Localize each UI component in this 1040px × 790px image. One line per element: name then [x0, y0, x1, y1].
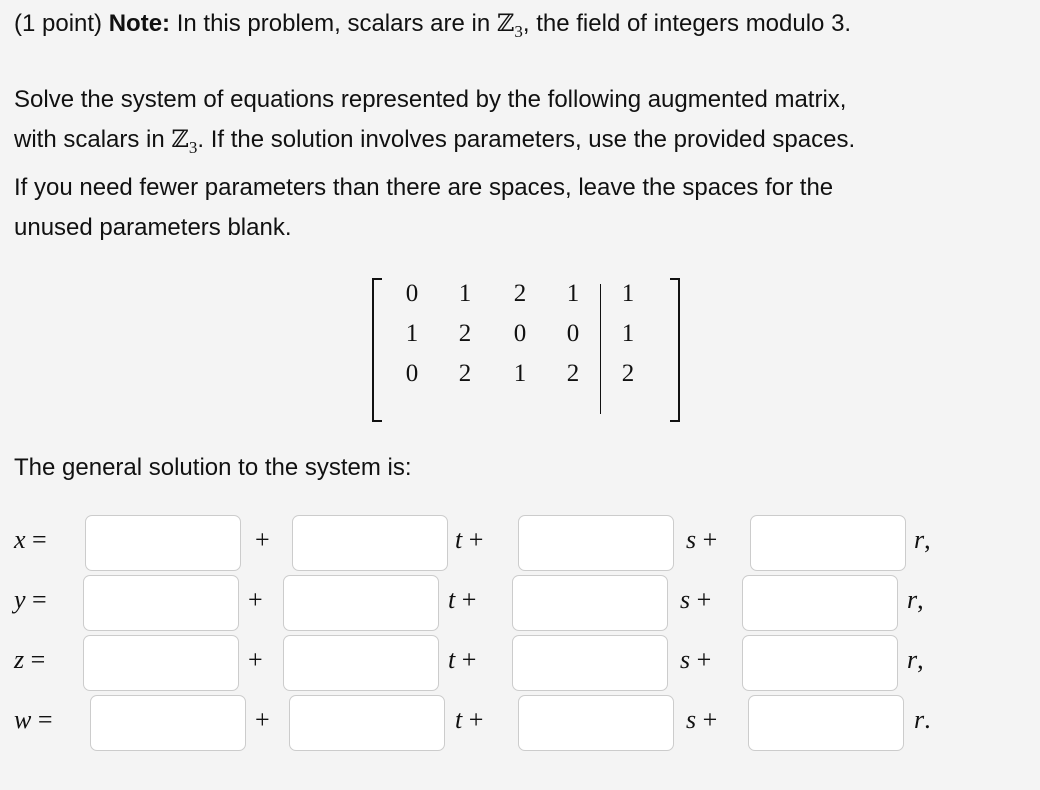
plus-sign: +: [696, 585, 712, 614]
augmented-matrix: [372, 278, 680, 420]
matrix-cell: 2: [458, 360, 472, 387]
matrix-cell: 1: [621, 320, 635, 347]
plus-sign: +: [248, 645, 263, 674]
param-s: s: [680, 585, 691, 614]
s-term: [686, 705, 717, 735]
matrix-cell: 1: [621, 280, 635, 307]
x-s-coefficient-input[interactable]: [518, 515, 674, 571]
variable-name: w: [14, 705, 32, 734]
matrix-cell: 0: [566, 320, 580, 347]
z-constant-input[interactable]: [83, 635, 239, 691]
instructions-text: with scalars in: [14, 126, 172, 153]
w-s-coefficient-input[interactable]: [518, 695, 674, 751]
matrix-cell: 0: [405, 280, 419, 307]
plus-sign: +: [461, 585, 477, 614]
matrix-cell: 1: [513, 360, 527, 387]
r-term: [914, 525, 931, 555]
augment-divider: [600, 284, 601, 414]
punctuation: ,: [917, 585, 924, 614]
right-bracket: [670, 278, 680, 422]
param-r: r: [907, 645, 918, 674]
w-t-coefficient-input[interactable]: [289, 695, 445, 751]
plus-sign: +: [248, 585, 263, 614]
param-t: t: [455, 705, 463, 734]
variable-name: z: [14, 645, 25, 674]
variable-label: [14, 645, 45, 675]
s-term: [680, 645, 711, 675]
note-text: In this problem, scalars are in: [170, 10, 497, 37]
param-r: r: [907, 585, 918, 614]
w-r-coefficient-input[interactable]: [748, 695, 904, 751]
plus-sign: +: [696, 645, 712, 674]
param-t: t: [455, 525, 463, 554]
matrix-cell: 2: [513, 280, 527, 307]
punctuation: ,: [924, 525, 931, 554]
note-tail: , the field of integers modulo 3.: [522, 10, 852, 37]
param-t: t: [448, 585, 456, 614]
x-constant-input[interactable]: [85, 515, 241, 571]
plus-sign: +: [461, 645, 477, 674]
r-term: [914, 705, 931, 735]
z-t-coefficient-input[interactable]: [283, 635, 439, 691]
plus-sign: +: [702, 525, 718, 554]
r-term: [907, 645, 924, 675]
param-t: t: [448, 645, 456, 674]
t-term: [448, 645, 476, 675]
equals-sign: =: [32, 525, 47, 554]
plus-sign: +: [468, 525, 484, 554]
plus-sign: +: [255, 525, 270, 554]
variable-label: [14, 705, 53, 735]
s-term: [680, 585, 711, 615]
x-t-coefficient-input[interactable]: [292, 515, 448, 571]
variable-name: x: [14, 525, 26, 554]
variable-name: y: [14, 585, 26, 614]
note-label: Note:: [108, 10, 171, 37]
matrix-cell: 0: [405, 360, 419, 387]
points-label: (1 point): [14, 10, 103, 37]
matrix-cell: 0: [513, 320, 527, 347]
instructions-line: [14, 120, 1024, 168]
y-s-coefficient-input[interactable]: [512, 575, 668, 631]
matrix-cell: 1: [458, 280, 472, 307]
field-subscript: 3: [188, 137, 198, 157]
z-r-coefficient-input[interactable]: [742, 635, 898, 691]
t-term: [455, 525, 483, 555]
y-r-coefficient-input[interactable]: [742, 575, 898, 631]
field-symbol: ℤ: [496, 11, 515, 37]
equals-sign: =: [32, 585, 47, 614]
s-term: [686, 525, 717, 555]
field-symbol: ℤ: [171, 127, 189, 153]
param-s: s: [686, 525, 697, 554]
equals-sign: =: [37, 705, 53, 734]
matrix-cell: 1: [566, 280, 580, 307]
matrix-cell: 1: [405, 320, 419, 347]
instructions: [14, 80, 1024, 248]
instructions-text: . If the solution involves parameters, use the provided spaces.: [197, 126, 856, 153]
field-subscript: 3: [514, 21, 523, 41]
param-r: r: [914, 525, 925, 554]
y-t-coefficient-input[interactable]: [283, 575, 439, 631]
w-constant-input[interactable]: [90, 695, 246, 751]
variable-label: [14, 585, 47, 615]
problem-note: [14, 4, 1024, 52]
t-term: [448, 585, 476, 615]
t-term: [455, 705, 483, 735]
plus-sign: +: [255, 705, 270, 734]
param-r: r: [914, 705, 925, 734]
instructions-line: unused parameters blank.: [14, 213, 292, 241]
param-s: s: [680, 645, 691, 674]
solution-heading: The general solution to the system is:: [14, 454, 412, 481]
punctuation: .: [924, 705, 931, 734]
y-constant-input[interactable]: [83, 575, 239, 631]
instructions-line: If you need fewer parameters than there are spaces, leave the spaces for the: [14, 173, 834, 201]
variable-label: [14, 525, 47, 555]
x-r-coefficient-input[interactable]: [750, 515, 906, 571]
punctuation: ,: [917, 645, 924, 674]
r-term: [907, 585, 924, 615]
plus-sign: +: [702, 705, 718, 734]
instructions-line: Solve the system of equations represented by the following augmented matrix,: [14, 86, 847, 113]
param-s: s: [686, 705, 697, 734]
matrix-cell: 2: [566, 360, 580, 387]
matrix-cell: 2: [458, 320, 472, 347]
plus-sign: +: [468, 705, 484, 734]
left-bracket: [372, 278, 382, 422]
equals-sign: =: [30, 645, 46, 674]
matrix-cell: 2: [621, 360, 635, 387]
z-s-coefficient-input[interactable]: [512, 635, 668, 691]
